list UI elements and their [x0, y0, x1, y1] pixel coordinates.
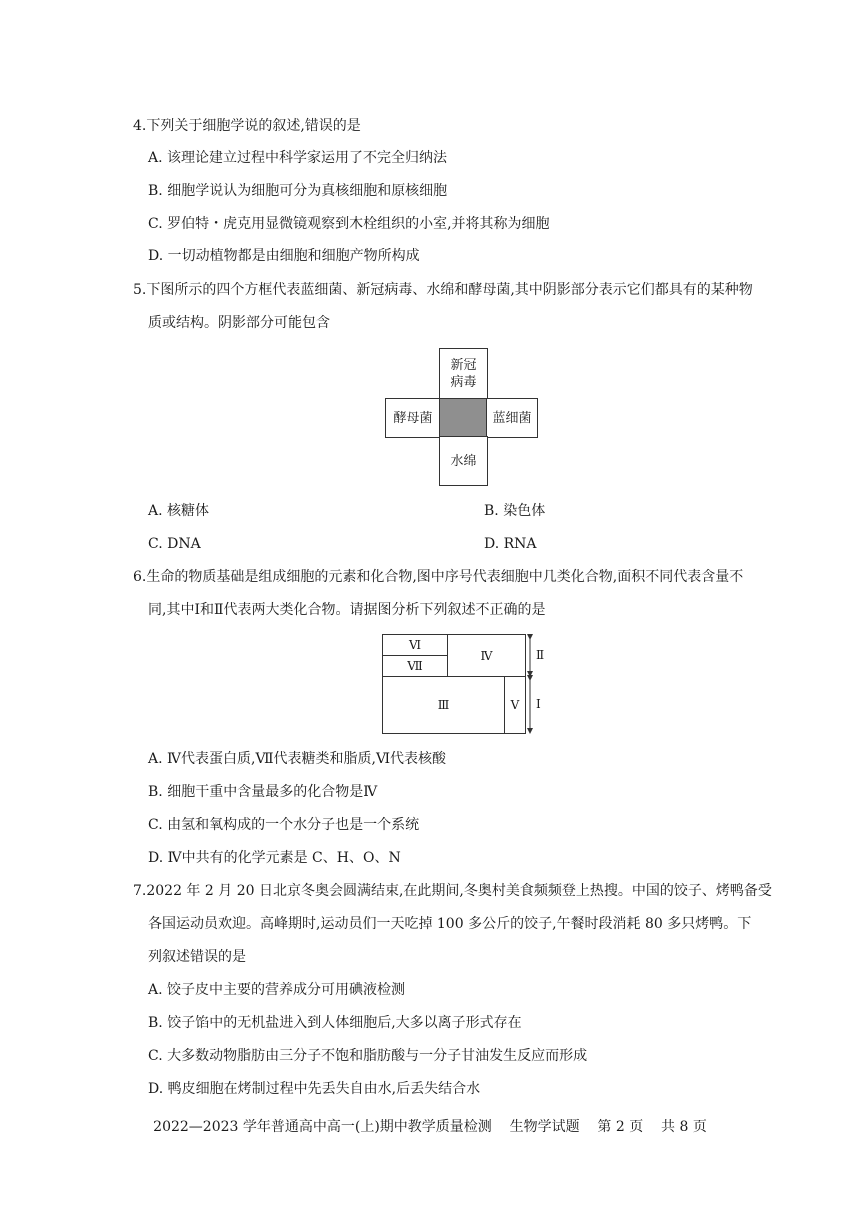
q6-stem-line1: 6.生命的物质基础是组成细胞的元素和化合物,图中序号代表细胞中几类化合物,面积不同代表含量不 — [133, 569, 744, 585]
q4-option-d: D. 一切动植物都是由细胞和细胞产物所构成 — [148, 248, 420, 264]
q6-option-d: D. Ⅳ中共有的化学元素是 C、H、O、N — [148, 850, 401, 866]
q7-stem-line3: 列叙述错误的是 — [148, 949, 246, 965]
q6-option-b: B. 细胞干重中含量最多的化合物是Ⅳ — [148, 784, 378, 800]
q6-label-i: Ⅰ — [536, 697, 541, 711]
q5-box-spirogyra: 水绵 — [439, 436, 488, 486]
q4-stem: 4.下列关于细胞学说的叙述,错误的是 — [133, 118, 361, 134]
q6-label-ii: Ⅱ — [536, 648, 545, 662]
q5-stem-line1: 5.下图所示的四个方框代表蓝细菌、新冠病毒、水绵和酵母菌,其中阴影部分表示它们都具有的某种物 — [133, 282, 753, 298]
q6-cell-vi: Ⅵ — [382, 634, 448, 656]
q7-option-d: D. 鸭皮细胞在烤制过程中先丢失自由水,后丢失结合水 — [148, 1081, 481, 1097]
q7-option-a: A. 饺子皮中主要的营养成分可用碘液检测 — [148, 982, 406, 998]
q6-option-a: A. Ⅳ代表蛋白质,Ⅶ代表糖类和脂质,Ⅵ代表核酸 — [148, 751, 447, 767]
q7-stem-line2: 各国运动员欢迎。高峰期时,运动员们一天吃掉 100 多公斤的饺子,午餐时段消耗 80 多只烤鸭。下 — [148, 916, 752, 932]
q7-stem-line1: 7.2022 年 2 月 20 日北京冬奥会圆满结束,在此期间,冬奥村美食频频登上热搜。中国的饺子、烤鸭备受 — [133, 883, 772, 899]
q5-box-yeast: 酵母菌 — [385, 398, 441, 438]
q5-stem-line2: 质或结构。阴影部分可能包含 — [148, 315, 330, 331]
q6-option-c: C. 由氢和氧构成的一个水分子也是一个系统 — [148, 817, 420, 833]
q5-box-covid-line1: 新冠 — [450, 358, 477, 373]
q5-option-d: D. RNA — [484, 536, 537, 552]
q6-cell-vii: Ⅶ — [382, 655, 448, 677]
q4-option-b: B. 细胞学说认为细胞可分为真核细胞和原核细胞 — [148, 183, 448, 199]
q5-shaded-overlap — [439, 398, 488, 438]
q6-cell-iii: Ⅲ — [382, 676, 505, 734]
q5-option-b: B. 染色体 — [484, 503, 546, 519]
q5-option-a: A. 核糖体 — [148, 503, 210, 519]
q6-cell-iv: Ⅳ — [447, 634, 526, 677]
q6-stem-line2: 同,其中Ⅰ和Ⅱ代表两大类化合物。请据图分析下列叙述不正确的是 — [148, 602, 546, 618]
q5-box-covid — [439, 348, 488, 400]
q7-option-b: B. 饺子馅中的无机盐进入到人体细胞后,大多以离子形式存在 — [148, 1015, 522, 1031]
page-footer: 2022—2023 学年普通高中高一(上)期中教学质量检测 生物学试题 第 2 页 共 8 页 — [153, 1119, 707, 1135]
q5-box-cyanobacteria: 蓝细菌 — [486, 398, 538, 438]
q6-figure — [380, 634, 548, 734]
q4-option-a: A. 该理论建立过程中科学家运用了不完全归纳法 — [148, 150, 448, 166]
q6-cell-v: Ⅴ — [504, 676, 526, 734]
q5-box-covid-line2: 病毒 — [450, 375, 477, 390]
q4-option-c: C. 罗伯特・虎克用显微镜观察到木栓组织的小室,并将其称为细胞 — [148, 216, 550, 232]
q7-option-c: C. 大多数动物脂肪由三分子不饱和脂肪酸与一分子甘油发生反应而形成 — [148, 1048, 588, 1064]
q5-option-c: C. DNA — [148, 536, 201, 552]
